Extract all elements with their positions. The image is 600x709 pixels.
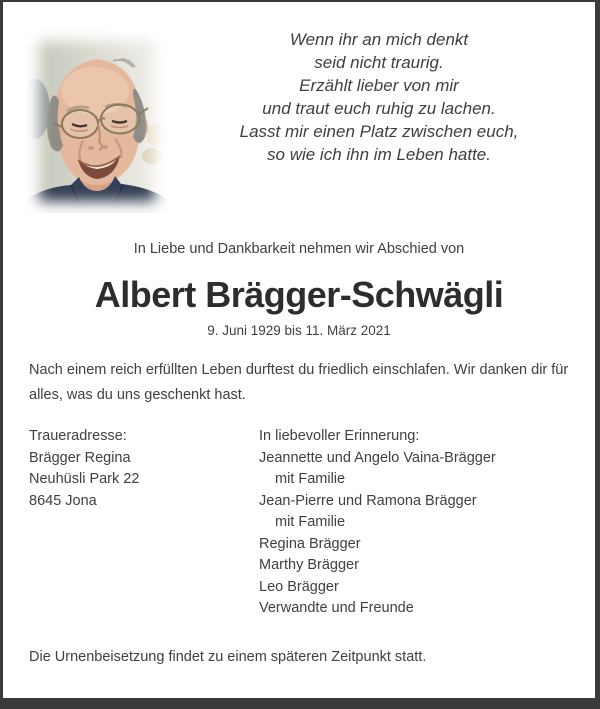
remembrance-entry: Verwandte und Freunde — [259, 600, 414, 616]
mourning-address-label: Traueradresse: — [29, 428, 127, 444]
portrait-photo — [27, 29, 167, 213]
farewell-message-line: alles, was du uns geschenkt hast. — [29, 386, 246, 403]
deceased-name: Albert Brägger-Schwägli — [94, 274, 504, 315]
poem-line: Wenn ihr an mich denkt — [289, 30, 469, 49]
address-line: 8645 Jona — [29, 492, 97, 509]
remembrance-entry: mit Familie — [275, 471, 346, 487]
farewell-message — [29, 358, 589, 407]
life-dates: 9. Juni 1929 bis 11. März 2021 — [207, 323, 391, 338]
remembrance-entry: Jean-Pierre und Ramona Brägger — [259, 492, 477, 509]
farewell-message-line: Nach einem reich erfüllten Leben durftest du friedlich einschlafen. Wir danken dir für — [29, 362, 569, 378]
poem-line: so wie ich ihn im Leben hatte. — [267, 145, 491, 164]
remembrance-entry: Regina Brägger — [259, 535, 361, 552]
remembrance-label: In liebevoller Erinnerung: — [259, 428, 420, 444]
portrait-illustration — [27, 29, 167, 213]
remembrance-entry: Jeannette und Angelo Vaina-Brägger — [259, 449, 496, 466]
remembrance-section — [259, 426, 579, 620]
address-line: Brägger Regina — [29, 449, 131, 466]
poem-line: Erzählt lieber von mir — [299, 76, 459, 95]
address-line: Neuhüsli Park 22 — [29, 471, 140, 487]
burial-notice: Die Urnenbeisetzung findet zu einem späteren Zeitpunkt statt. — [29, 649, 427, 665]
poem-line: und traut euch ruhig zu lachen. — [262, 99, 496, 118]
memorial-poem — [169, 28, 589, 166]
remembrance-entry: Marthy Brägger — [259, 557, 359, 573]
remembrance-entry: Leo Brägger — [259, 578, 339, 595]
mourning-address-section — [29, 426, 244, 512]
poem-line: seid nicht traurig. — [314, 53, 444, 72]
remembrance-entry: mit Familie — [275, 514, 346, 530]
poem-line: Lasst mir einen Platz zwischen euch, — [239, 122, 519, 141]
farewell-intro: In Liebe und Dankbarkeit nehmen wir Abschied von — [133, 241, 465, 257]
